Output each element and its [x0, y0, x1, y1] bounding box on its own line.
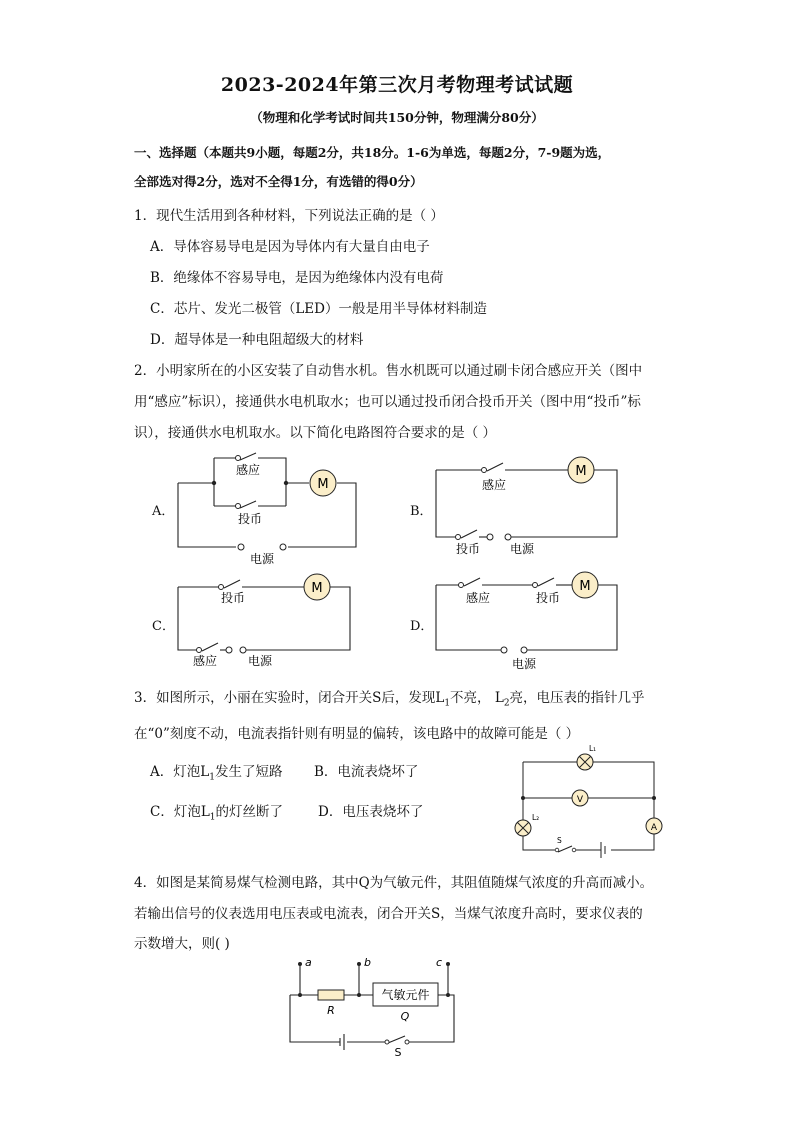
terminal-a-label: a: [305, 956, 312, 969]
lamp-l1-icon: [577, 754, 593, 770]
ammeter-label: A: [650, 823, 658, 833]
lamp-l2-icon: [515, 820, 531, 836]
q3-option-b: B．电流表烧坏了: [314, 764, 419, 780]
q3-option-c: C．灯泡$L_1$的灯丝断了: [150, 804, 284, 823]
power-label: 电源: [247, 654, 273, 668]
exam-title: 2023-2024年第三次月考物理考试试题: [220, 74, 574, 96]
q1-option-c: C．芯片、发光二极管（LED）一般是用半导体材料制造: [150, 301, 487, 317]
q2-line1: 2．小明家所在的小区安装了自动售水机。售水机既可以通过刷卡闭合感应开关（图中: [134, 363, 643, 379]
q2-circuit-b: [428, 455, 628, 560]
motor-label: M: [311, 581, 323, 596]
q2-line2: 用“感应”标识），接通供水电机取水；也可以通过投币闭合投币开关（图中用“投币”标: [134, 394, 641, 410]
q2-circuit-a: [170, 450, 370, 570]
l1-label: L₁: [589, 744, 597, 753]
motor-label: M: [575, 464, 587, 479]
switch-label: S: [557, 836, 562, 845]
q4-circuit: [282, 952, 462, 1060]
resistor-label: R: [327, 1004, 335, 1017]
q2-option-d-label: D．: [410, 619, 434, 634]
q2-line3: 识），接通供水电机取水。以下简化电路图符合要求的是（ ）: [134, 425, 497, 441]
motor-label: M: [579, 579, 591, 594]
q2-circuit-d: [428, 570, 628, 675]
motor-label: M: [317, 477, 329, 492]
voltmeter-label: V: [576, 795, 584, 805]
l2-label: L₂: [532, 813, 540, 822]
q3-line1: 3．如图所示，小丽在实验时，闭合开关S后，发现$L_1$不亮， $L_2$亮，电压表的指针几乎: [134, 690, 645, 709]
terminal-c-label: c: [436, 956, 443, 969]
sense-label: 感应: [235, 463, 261, 477]
section-heading-line2: 全部选对得2分，选对不全得1分，有选错的得0分）: [134, 174, 423, 189]
gas-sensor-label: 气敏元件: [381, 988, 430, 1002]
coin-label: 投币: [237, 512, 263, 526]
sense-label: 感应: [192, 654, 218, 668]
section-heading-line1: 一、选择题（本题共9小题，每题2分，共18分。1-6为单选，每题2分，7-9题为选，: [134, 145, 611, 160]
q3-option-a: A．灯泡$L_1$发生了短路: [150, 764, 283, 783]
coin-label: 投币: [455, 542, 481, 556]
q2-option-a-label: A．: [152, 504, 175, 519]
q2-option-c-label: C．: [152, 619, 175, 634]
q2-circuit-c: [170, 570, 370, 675]
switch-label: S: [394, 1046, 402, 1059]
q1-option-a: A．导体容易导电是因为导体内有大量自由电子: [150, 239, 430, 255]
q4-line3: 示数增大，则( ): [134, 936, 230, 952]
q1-stem: 1．现代生活用到各种材料，下列说法正确的是（ ）: [134, 208, 444, 224]
q3-circuit: [508, 742, 668, 860]
exam-subtitle: （物理和化学考试时间共150分钟，物理满分80分）: [250, 110, 544, 125]
power-label: 电源: [511, 657, 537, 671]
terminal-b-label: b: [364, 956, 371, 969]
q2-option-b-label: B．: [410, 504, 433, 519]
sensor-q-label: Q: [400, 1010, 410, 1023]
coin-label: 投币: [535, 591, 561, 605]
q4-line1: 4．如图是某简易煤气检测电路，其中Q为气敏元件，其阻值随煤气浓度的升高而减小。: [134, 875, 654, 891]
sense-label: 感应: [481, 478, 507, 492]
q1-option-d: D．超导体是一种电阻超级大的材料: [150, 332, 364, 348]
q3-line2: 在“0”刻度不动，电流表指针则有明显的偏转，该电路中的故障可能是（ ）: [134, 726, 580, 742]
q1-option-b: B．绝缘体不容易导电，是因为绝缘体内没有电荷: [150, 270, 444, 286]
q3-option-d: D．电压表烧坏了: [318, 804, 424, 820]
power-label: 电源: [249, 552, 275, 566]
q4-line2: 若输出信号的仪表选用电压表或电流表，闭合开关S，当煤气浓度升高时，要求仪表的: [134, 906, 643, 922]
sense-label: 感应: [465, 591, 491, 605]
power-label: 电源: [509, 542, 535, 556]
resistor-r-icon: [318, 990, 344, 1000]
coin-label: 投币: [220, 591, 246, 605]
